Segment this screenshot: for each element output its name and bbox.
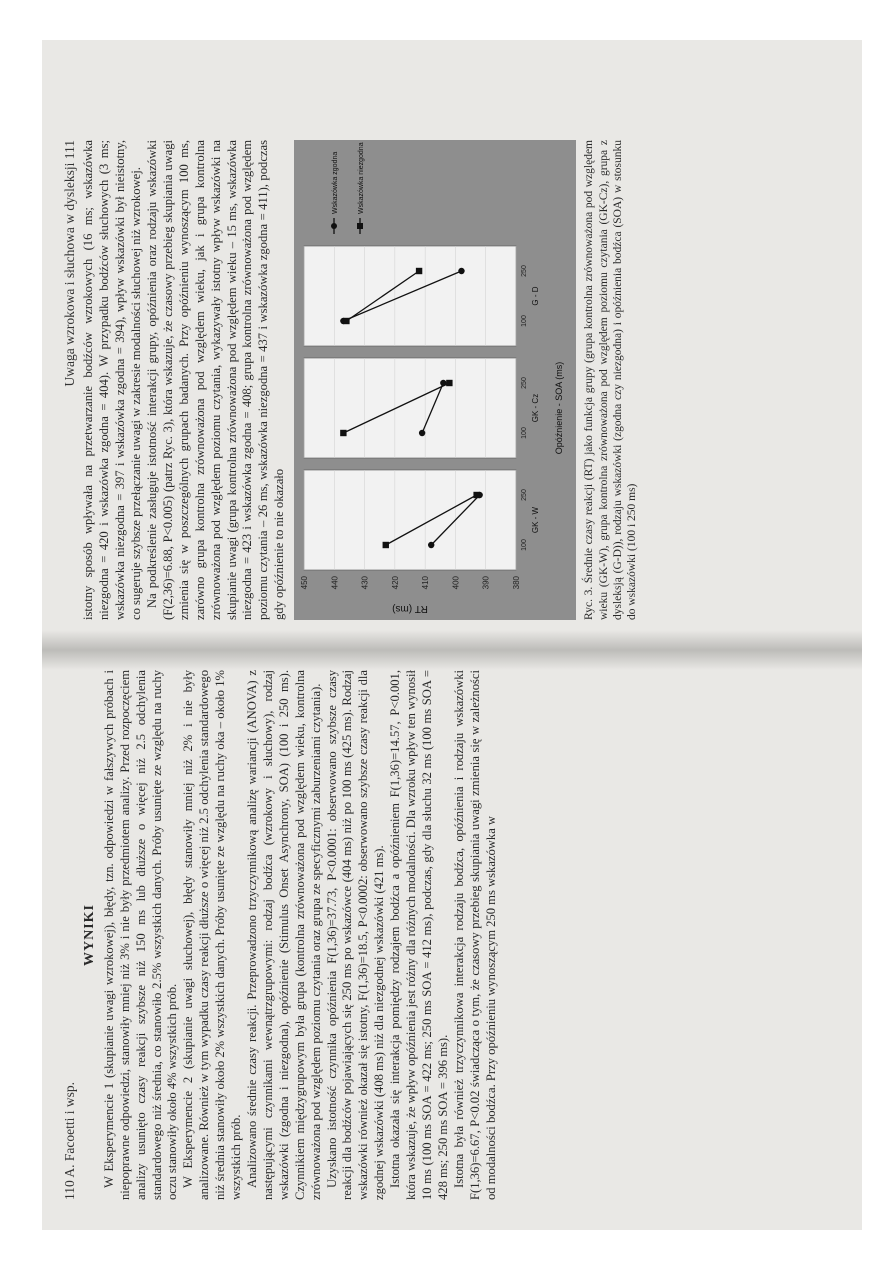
legend-label: Wskazówka zgodna bbox=[332, 151, 340, 214]
y-tick-label: 420 bbox=[391, 576, 401, 590]
y-axis-label: RT (ms) bbox=[392, 603, 429, 614]
figure-3-chart bbox=[294, 140, 576, 620]
y-tick-label: 430 bbox=[360, 576, 370, 590]
y-tick-label: 390 bbox=[481, 576, 491, 590]
rt-line-chart bbox=[294, 140, 576, 620]
left-header-text: 110 A. Facoetti i wsp. bbox=[62, 1082, 77, 1200]
data-point-square bbox=[416, 268, 422, 274]
left-page bbox=[62, 670, 499, 1200]
chart-panel bbox=[304, 358, 516, 458]
data-point-circle bbox=[428, 542, 434, 548]
left-paragraph: Analizowano średnie czasy reakcji. Przeprowadzono trzyczynnikową analizę wariancji (ANOVA) z następującymi czynnikami wewnątrzgrupowymi: rodzaj bodźca (wzrokowy i słuchowy), rodzaj wskazówki (zgodna i niezgodna), opóźnienie (Stimulus Onset Asynchrony, SOA) (100 i 250 ms). Czynnikiem międzygrupowym była grupa (kontrolna zrównoważona pod względem wieku, kontrolna zrównoważona pod względem poziomu czytania oraz grupa ze specyficznymi zaburzeniami czytania). bbox=[244, 670, 323, 1200]
figure-caption: Ryc. 3. Średnie czasy reakcji (RT) jako funkcja grupy (grupa kontrolna zrównoważona pod względem wieku (GK-W), grupa kontrolna zrównoważona pod względem poziomu czytania (GK-Cz), grupa z dysleksją (G-D)), rodzaju wskazówki (zgodna czy niezgodna) i opóźnienia bodźca (SOA) w stosunku do wskazówki (100 i 250 ms) bbox=[583, 140, 639, 620]
chart-panel bbox=[304, 470, 516, 570]
x-tick-label: 250 bbox=[521, 377, 529, 389]
left-paragraph: W Eksperymencie 1 (skupianie uwagi wzrokowej), błędy, tzn. odpowiedzi w fałszywych próbach i niepoprawne odpowiedzi, stanowiły mniej niż 3% i nie były przedmiotem analizy. Przed rozpoczęciem analizy usunięto czasy reakcji szybsze niż 150 ms lub dłuższe o więcej niż 2.5 odchylenia standardowego niż średnia, co stanowiło 2.5% wszystkich danych. Próby usunięte ze względu na ruchy oczu stanowiły około 4% wszystkich prób. bbox=[101, 670, 180, 1200]
left-paragraph: Istotna była również trzyczynnikowa interakcja rodzaju bodźca, opóźnienia i rodzaju wskazówki F(1,36)=6.67, P<0.02 świadcząca o tym, że czasowy przebieg skupiania uwagi zmienia się w zależności od modalności bodźca. Przy opóźnieniu wynoszącym 250 ms wskazówka w bbox=[451, 670, 498, 1200]
x-tick-label: 100 bbox=[521, 427, 529, 439]
x-tick-label: 100 bbox=[521, 539, 529, 551]
data-point-circle bbox=[458, 268, 464, 274]
data-point-circle bbox=[419, 430, 425, 436]
x-tick-label: 100 bbox=[521, 315, 529, 327]
y-tick-label: 410 bbox=[421, 576, 431, 590]
data-point-square bbox=[383, 542, 389, 548]
x-tick-label: 250 bbox=[521, 489, 529, 501]
section-title: WYNIKI bbox=[82, 904, 98, 967]
right-page-header bbox=[62, 140, 78, 620]
x-axis-label: Opóźnienie - SOA (ms) bbox=[554, 361, 565, 455]
legend-marker-square bbox=[357, 223, 363, 229]
y-tick-label: 400 bbox=[451, 576, 461, 590]
right-paragraph: istotny sposób wpływała na przetwarzanie bodźców wzrokowych (16 ms; wskazówka niezgodna = 420 i wskazówka zgodna = 404). W przypadku bodźców słuchowych (3 ms; wskazówka niezgodna = 397 i wskazówka zgodna = 394), wpływ wskazówki był nieistotny, co sugeruje szybsze przełączanie uwagi w zakresie modalności słuchowej niż wzrokowej. bbox=[81, 140, 144, 620]
data-point-square bbox=[343, 318, 349, 324]
left-page-header bbox=[62, 670, 78, 1200]
right-paragraph: Na podkreślenie zasługuje istotność interakcji grupy, opóźnienia oraz rodzaju wskazówki (F(2,36)=6.88, P<0.005) (patrz Ryc. 3), która wskazuje, że czasowy przebieg skupiania uwagi zmienia się w poszczególnych grupach badanych. Przy opóźnieniu wynoszącym 100 ms, zarówno grupa kontrolna zrównoważona pod względem wieku, jak i grupa kontrolna zrównoważona pod względem poziomu czytania, wykazywały istotny wpływ wskazówki na skupianie uwagi (grupa kontrolna zrównoważona pod względem wieku – 15 ms, wskazówka niezgodna = 423 i wskazówka zgodna = 408; grupa kontrolna zrównoważona pod względem poziomu czytania – 26 ms, wskazówka niezgodna = 437 i wskazówka zgodna = 411), podczas gdy opóźnienie to nie okazało bbox=[145, 140, 287, 620]
data-point-square bbox=[474, 492, 480, 498]
panel-label: GK - W bbox=[531, 506, 541, 534]
right-page bbox=[62, 140, 640, 620]
legend-marker-circle bbox=[331, 223, 337, 229]
y-tick-label: 380 bbox=[512, 576, 522, 590]
y-tick-label: 440 bbox=[330, 576, 340, 590]
chart-panel bbox=[304, 246, 516, 346]
left-paragraph: W Eksperymencie 2 (skupianie uwagi słuchowej), błędy stanowiły mniej niż 2% i nie były analizowane. Również w tym wypadku czasy reakcji dłuższe o więcej niż 2.5 odchylenia standardowego niż średnia stanowiły około 2% wszystkich danych. Próby usunięte ze względu na ruchy oka – około 1% wszystkich prób. bbox=[181, 670, 244, 1200]
x-tick-label: 250 bbox=[521, 265, 529, 277]
data-point-square bbox=[446, 380, 452, 386]
legend-label: Wskazówka niezgodna bbox=[358, 142, 366, 214]
right-header-text: Uwaga wzrokowa i słuchowa w dysleksji 111 bbox=[62, 140, 77, 387]
panel-label: G - D bbox=[531, 286, 541, 306]
data-point-square bbox=[340, 430, 346, 436]
left-paragraph: Uzyskano istotność czynnika opóźnienia F(1,36)=37.73, P<0.0001: obserwowano szybsze czasy reakcji dla bodźców pojawiających się 250 ms po wskazówce (404 ms) niż po 100 ms (425 ms). Rodzaj wskazówki również okazał się istotny, F(1,36)=18.5, P<0.0002: obserwowano szybsze czasy reakcji dla zgodnej wskazówki (408 ms) niż dla niezgodnej wskazówki (421 ms). bbox=[324, 670, 387, 1200]
scanned-book-spread bbox=[42, 40, 862, 1230]
y-tick-label: 450 bbox=[300, 576, 310, 590]
panel-label: GK - Cz bbox=[531, 393, 541, 423]
left-paragraph: Istotna okazała się interakcja pomiędzy rodzajem bodźca a opóźnieniem F(1,36)=14.57, P<0.001, która wskazuje, że wpływ opóźnienia jest różny dla różnych modalności. Dla wzroku wpływ ten wynosił 10 ms (100 ms SOA = 422 ms; 250 ms SOA = 412 ms), podczas, gdy dla słuchu 32 ms (100 ms SOA = 428 ms; 250 ms SOA = 396 ms). bbox=[388, 670, 450, 1200]
